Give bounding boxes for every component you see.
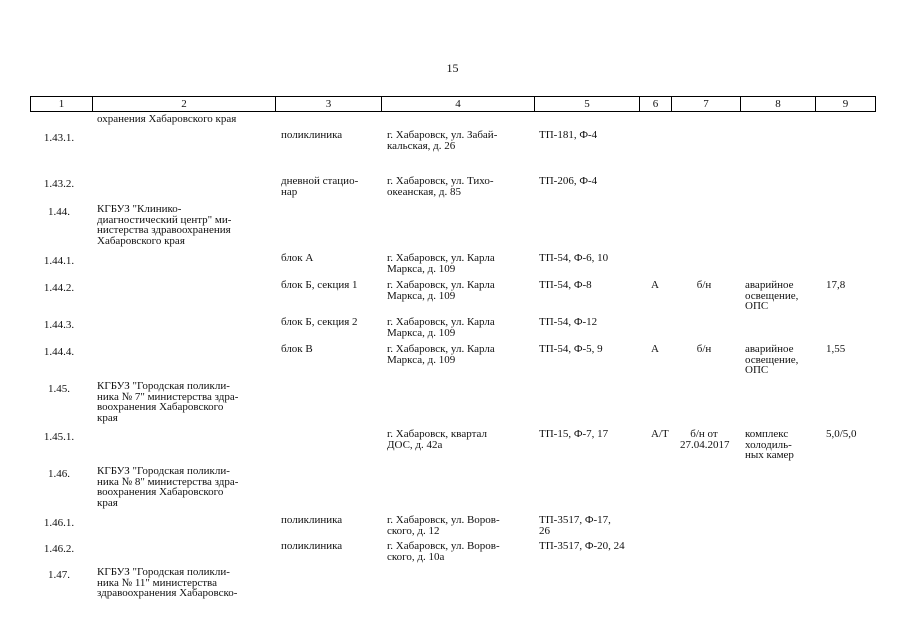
- cell-number: [30, 283, 88, 294]
- cell-address-line: г. Хабаровск, ул. Забай-: [387, 129, 498, 141]
- cell-substation-line: ТП-3517, Ф-20, 24: [539, 540, 625, 552]
- cell-address-line: г. Хабаровск, ул. Воров-: [387, 514, 500, 526]
- cell-system-line: аварийное: [745, 279, 794, 291]
- cell-category-line: А/Т: [651, 428, 669, 440]
- cell-substation: [539, 176, 597, 187]
- cell-substation: [539, 253, 608, 264]
- column-header-3: 3: [275, 97, 381, 111]
- cell-object-line: блок Б, секция 1: [281, 279, 358, 291]
- cell-document-line: 27.04.2017: [680, 438, 730, 451]
- cell-address-line: г. Хабаровск, ул. Карла: [387, 252, 495, 264]
- cell-category-line: А: [651, 343, 659, 355]
- cell-address-line: Маркса, д. 109: [387, 289, 456, 302]
- cell-object-line: блок Б, секция 2: [281, 316, 358, 328]
- cell-organization-line: нистерства здравоохранения: [97, 224, 231, 236]
- cell-address-line: Маркса, д. 109: [387, 353, 456, 366]
- cell-address: [387, 253, 495, 274]
- cell-number: [30, 179, 88, 190]
- cell-substation: [539, 541, 625, 552]
- cell-number-line: 1.46.2.: [43, 543, 75, 555]
- cell-substation: [539, 344, 603, 355]
- cell-object-line: нар: [281, 185, 298, 198]
- cell-number: [30, 320, 88, 331]
- cell-category: [651, 344, 659, 355]
- cell-number: [30, 518, 88, 529]
- cell-number: [30, 544, 88, 555]
- cell-object-line: блок А: [281, 252, 314, 264]
- cell-number-line: 1.44.4.: [43, 346, 75, 358]
- cell-system: [745, 344, 798, 376]
- cell-document-line: б/н: [696, 343, 712, 355]
- cell-organization-line: воохранения Хабаровского: [97, 401, 224, 413]
- column-header-7: 7: [671, 97, 740, 111]
- cell-document: [680, 280, 728, 291]
- cell-address-line: океанская, д. 85: [387, 185, 461, 198]
- cell-organization-line: ника № 11" министерства: [97, 576, 217, 589]
- cell-substation: [539, 317, 597, 328]
- cell-value: [826, 280, 845, 291]
- cell-substation: [539, 130, 597, 141]
- cell-number: [30, 570, 88, 581]
- cell-object-line: блок В: [281, 343, 313, 355]
- cell-category: [651, 429, 669, 440]
- cell-system-line: ОПС: [745, 300, 769, 312]
- cell-number: [30, 469, 88, 480]
- cell-address-line: Маркса, д. 109: [387, 326, 456, 339]
- cell-substation-line: ТП-54, Ф-5, 9: [539, 343, 603, 355]
- cell-organization-line: воохранения Хабаровского: [97, 486, 224, 498]
- cell-organization-line: ника № 7" министерства здра-: [97, 390, 239, 403]
- cell-number-line: 1.46.1.: [43, 517, 75, 529]
- column-header-9: 9: [815, 97, 875, 111]
- cell-number-line: 1.44.2.: [43, 282, 75, 294]
- cell-number: [30, 133, 88, 144]
- cell-object-line: поликлиника: [281, 514, 343, 526]
- column-header-5: 5: [534, 97, 639, 111]
- cell-object: [281, 515, 342, 526]
- cell-value: [826, 429, 857, 440]
- cell-address: [387, 176, 494, 197]
- cell-substation-line: ТП-3517, Ф-17,: [539, 514, 611, 526]
- cell-address: [387, 130, 497, 151]
- cell-number-line: 1.45.: [48, 383, 70, 395]
- cell-object: [281, 317, 358, 328]
- cell-substation-line: ТП-15, Ф-7, 17: [539, 428, 609, 440]
- cell-address-line: г. Хабаровск, квартал: [387, 428, 487, 440]
- cell-address: [387, 280, 495, 301]
- cell-number-line: 1.43.2.: [43, 178, 75, 190]
- cell-number-line: 1.47.: [48, 569, 70, 581]
- cell-substation: [539, 429, 608, 440]
- cell-object: [281, 130, 342, 141]
- cell-number-line: 1.44.3.: [43, 319, 75, 331]
- cell-organization-line: Хабаровского края: [97, 234, 185, 247]
- cell-address-line: г. Хабаровск, ул. Карла: [387, 343, 495, 355]
- cell-organization: [97, 466, 238, 508]
- cell-number-line: 1.44.: [48, 206, 70, 218]
- cell-system-line: освещение,: [745, 289, 799, 302]
- cell-system: [745, 280, 798, 312]
- column-header-4: 4: [381, 97, 534, 111]
- cell-address-line: ского, д. 12: [387, 524, 440, 537]
- cell-number: [30, 207, 88, 218]
- cell-address: [387, 541, 500, 562]
- cell-address-line: г. Хабаровск, ул. Тихо-: [387, 175, 494, 187]
- cell-substation-line: ТП-181, Ф-4: [539, 129, 598, 141]
- cell-document-line: б/н: [696, 279, 712, 291]
- column-header-1: 1: [58, 98, 65, 110]
- cell-number-line: 1.44.1.: [43, 255, 75, 267]
- cell-organization-line: охранения Хабаровского края: [97, 113, 237, 125]
- cell-object: [281, 280, 358, 291]
- cell-category-line: А: [651, 279, 659, 291]
- cell-number: [30, 347, 88, 358]
- cell-organization-line: края: [97, 496, 118, 509]
- cell-object: [281, 344, 313, 355]
- cell-address-line: Маркса, д. 109: [387, 262, 456, 275]
- cell-document-line: б/н от: [690, 428, 718, 440]
- cell-value-line: 5,0/5,0: [826, 428, 857, 440]
- cell-organization-line: КГБУЗ "Городская поликли-: [97, 465, 230, 477]
- cell-address: [387, 317, 495, 338]
- cell-organization-line: здравоохранения Хабаровско-: [97, 587, 238, 599]
- cell-organization-line: КГБУЗ "Клинико-: [97, 203, 182, 215]
- cell-number: [30, 432, 88, 443]
- cell-object-line: поликлиника: [281, 129, 343, 141]
- page-number: 15: [446, 61, 459, 75]
- cell-address-line: ДОС, д. 42а: [387, 438, 443, 451]
- cell-address: [387, 515, 500, 536]
- cell-substation: [539, 280, 592, 291]
- cell-object: [281, 541, 342, 552]
- cell-organization-line: ника № 8" министерства здра-: [97, 475, 239, 488]
- cell-document: [680, 429, 728, 450]
- cell-number: [30, 384, 88, 395]
- cell-substation-line: ТП-54, Ф-12: [539, 316, 598, 328]
- cell-object: [281, 253, 313, 264]
- cell-number: [30, 256, 88, 267]
- cell-organization-line: КГБУЗ "Городская поликли-: [97, 566, 230, 578]
- cell-address-line: г. Хабаровск, ул. Воров-: [387, 540, 500, 552]
- cell-number-line: 1.43.1.: [43, 132, 75, 144]
- cell-substation-line: ТП-54, Ф-8: [539, 279, 592, 291]
- cell-address-line: кальская, д. 26: [387, 139, 456, 152]
- cell-system-line: ОПС: [745, 364, 769, 376]
- cell-document: [680, 344, 728, 355]
- cell-organization: [97, 381, 238, 423]
- cell-system-line: комплекс: [745, 428, 789, 440]
- column-header-8: 8: [740, 97, 815, 111]
- cell-category: [651, 280, 659, 291]
- cell-address-line: г. Хабаровск, ул. Карла: [387, 316, 495, 328]
- cell-value: [826, 344, 845, 355]
- column-header-2: 2: [92, 97, 275, 111]
- cell-object: [281, 176, 358, 197]
- cell-value-line: 1,55: [826, 343, 846, 355]
- cell-system: [745, 429, 794, 461]
- cell-system-line: холодиль-: [745, 438, 792, 451]
- cell-organization-line: края: [97, 411, 118, 424]
- cell-number-line: 1.45.1.: [43, 431, 75, 443]
- table-header: [30, 96, 876, 112]
- cell-object-line: поликлиника: [281, 540, 343, 552]
- cell-number-line: 1.46.: [48, 468, 70, 480]
- cell-substation: [539, 515, 611, 536]
- cell-address-line: ского, д. 10а: [387, 550, 445, 563]
- cell-object-line: дневной стацио-: [281, 175, 359, 187]
- cell-system-line: ных камер: [745, 449, 794, 461]
- cell-organization: [97, 204, 231, 246]
- cell-organization-line: диагностический центр" ми-: [97, 213, 232, 226]
- cell-substation-line: 26: [539, 524, 550, 537]
- cell-system-line: освещение,: [745, 353, 799, 366]
- cell-system-line: аварийное: [745, 343, 794, 355]
- cell-address-line: г. Хабаровск, ул. Карла: [387, 279, 495, 291]
- cell-organization: [97, 567, 237, 599]
- cell-substation-line: ТП-206, Ф-4: [539, 175, 598, 187]
- cell-substation-line: ТП-54, Ф-6, 10: [539, 252, 609, 264]
- column-header-6: 6: [639, 97, 671, 111]
- cell-address: [387, 344, 495, 365]
- cell-organization-line: КГБУЗ "Городская поликли-: [97, 380, 230, 392]
- cell-address: [387, 429, 487, 450]
- cell-organization: [97, 114, 236, 125]
- cell-value-line: 17,8: [826, 279, 846, 291]
